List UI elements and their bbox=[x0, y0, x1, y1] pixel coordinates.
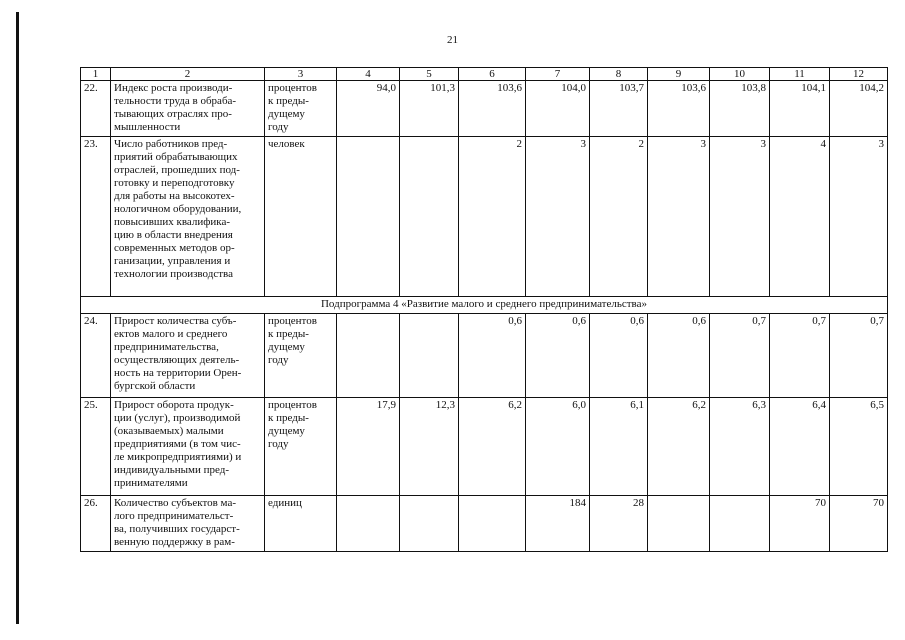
column-header: 6 bbox=[459, 68, 526, 81]
row-number: 26. bbox=[81, 496, 111, 552]
value-cell: 103,6 bbox=[648, 81, 710, 137]
indicator-name-line: отраслей, прошедших под- bbox=[114, 164, 240, 176]
indicator-name-line: венную поддержку в рам- bbox=[114, 536, 235, 548]
value-cell: 104,0 bbox=[526, 81, 590, 137]
value-cell: 2 bbox=[590, 137, 648, 297]
column-header: 8 bbox=[590, 68, 648, 81]
value-cell: 17,9 bbox=[337, 398, 400, 496]
value-cell bbox=[337, 314, 400, 398]
unit-of-measure-line: году bbox=[268, 438, 289, 450]
value-cell: 94,0 bbox=[337, 81, 400, 137]
indicator-name-line: для работы на высокотех- bbox=[114, 190, 235, 202]
value-cell: 184 bbox=[526, 496, 590, 552]
column-header: 7 bbox=[526, 68, 590, 81]
value-cell: 2 bbox=[459, 137, 526, 297]
indicator-name-line: тельности труда в обраба- bbox=[114, 95, 237, 107]
unit-of-measure-line: процентов bbox=[268, 82, 317, 94]
unit-of-measure-line: к преды- bbox=[268, 412, 309, 424]
unit-of-measure bbox=[265, 496, 337, 552]
indicator-name-line: нологичном оборудовании, bbox=[114, 203, 242, 215]
column-header: 9 bbox=[648, 68, 710, 81]
value-cell: 0,6 bbox=[526, 314, 590, 398]
unit-of-measure-line: к преды- bbox=[268, 95, 309, 107]
row-number: 22. bbox=[81, 81, 111, 137]
unit-of-measure-line: году bbox=[268, 121, 289, 133]
value-cell: 0,7 bbox=[770, 314, 830, 398]
indicator-name-line: лого предпринимательст- bbox=[114, 510, 234, 522]
table-row bbox=[81, 314, 888, 398]
value-cell: 3 bbox=[830, 137, 888, 297]
indicator-name-line: ле микропредприятиями) и bbox=[114, 451, 242, 463]
indicator-name-line: осуществляющих деятель- bbox=[114, 354, 240, 366]
indicator-name bbox=[111, 314, 265, 398]
value-cell: 104,1 bbox=[770, 81, 830, 137]
value-cell: 6,0 bbox=[526, 398, 590, 496]
indicator-name-line: Количество субъектов ма- bbox=[114, 497, 236, 509]
value-cell: 103,8 bbox=[710, 81, 770, 137]
value-cell: 103,7 bbox=[590, 81, 648, 137]
indicator-name-line: ции (услуг), производимой bbox=[114, 412, 241, 424]
indicator-name-line: бургской области bbox=[114, 380, 196, 392]
value-cell bbox=[710, 496, 770, 552]
unit-of-measure-line: дущему bbox=[268, 425, 305, 437]
value-cell: 6,1 bbox=[590, 398, 648, 496]
value-cell: 6,4 bbox=[770, 398, 830, 496]
value-cell: 101,3 bbox=[400, 81, 459, 137]
value-cell: 0,7 bbox=[830, 314, 888, 398]
value-cell: 6,2 bbox=[648, 398, 710, 496]
value-cell bbox=[648, 496, 710, 552]
indicator-name bbox=[111, 137, 265, 297]
indicators-table bbox=[80, 67, 888, 552]
unit-of-measure-line: к преды- bbox=[268, 328, 309, 340]
indicator-name-line: Прирост количества субъ- bbox=[114, 315, 237, 327]
column-header: 11 bbox=[770, 68, 830, 81]
value-cell: 6,2 bbox=[459, 398, 526, 496]
subprogram-row bbox=[81, 297, 888, 314]
indicator-name-line: предприятиями (в том чис- bbox=[114, 438, 241, 450]
indicator-name-line: ектов малого и среднего bbox=[114, 328, 228, 340]
indicator-name-line: технологии производства bbox=[114, 268, 233, 280]
row-number: 23. bbox=[81, 137, 111, 297]
unit-of-measure-line: дущему bbox=[268, 341, 305, 353]
value-cell: 12,3 bbox=[400, 398, 459, 496]
column-header: 3 bbox=[265, 68, 337, 81]
unit-of-measure-line: дущему bbox=[268, 108, 305, 120]
indicator-name-line: ганизации, управления и bbox=[114, 255, 231, 267]
indicator-name-line: (оказываемых) малыми bbox=[114, 425, 224, 437]
value-cell: 3 bbox=[710, 137, 770, 297]
column-header: 5 bbox=[400, 68, 459, 81]
table-row bbox=[81, 137, 888, 297]
table-row bbox=[81, 398, 888, 496]
unit-of-measure-line: человек bbox=[268, 138, 305, 150]
column-header: 10 bbox=[710, 68, 770, 81]
value-cell: 3 bbox=[526, 137, 590, 297]
indicator-name-line: повысивших квалифика- bbox=[114, 216, 231, 228]
value-cell: 6,3 bbox=[710, 398, 770, 496]
unit-of-measure-line: процентов bbox=[268, 315, 317, 327]
row-number: 25. bbox=[81, 398, 111, 496]
value-cell bbox=[400, 496, 459, 552]
unit-of-measure bbox=[265, 314, 337, 398]
value-cell: 0,6 bbox=[648, 314, 710, 398]
indicator-name bbox=[111, 81, 265, 137]
indicator-name-line: Число работников пред- bbox=[114, 138, 228, 150]
indicator-name-line: тывающих отраслях про- bbox=[114, 108, 232, 120]
value-cell bbox=[400, 314, 459, 398]
column-header: 1 bbox=[81, 68, 111, 81]
value-cell: 4 bbox=[770, 137, 830, 297]
value-cell: 0,6 bbox=[459, 314, 526, 398]
indicator-name-line: цию в области внедрения bbox=[114, 229, 233, 241]
indicator-name bbox=[111, 398, 265, 496]
indicator-name-line: ва, получивших государст- bbox=[114, 523, 240, 535]
indicator-name-line: индивидуальными пред- bbox=[114, 464, 230, 476]
column-header: 4 bbox=[337, 68, 400, 81]
value-cell bbox=[337, 496, 400, 552]
indicator-name-line: готовку и переподготовку bbox=[114, 177, 235, 189]
table-row bbox=[81, 81, 888, 137]
value-cell bbox=[400, 137, 459, 297]
indicator-name-line: ность на территории Орен- bbox=[114, 367, 242, 379]
unit-of-measure-line: процентов bbox=[268, 399, 317, 411]
value-cell: 70 bbox=[830, 496, 888, 552]
indicator-name-line: современных методов ор- bbox=[114, 242, 235, 254]
value-cell: 28 bbox=[590, 496, 648, 552]
indicator-name-line: приятий обрабатывающих bbox=[114, 151, 238, 163]
value-cell: 104,2 bbox=[830, 81, 888, 137]
indicator-name-line: мышленности bbox=[114, 121, 181, 133]
indicator-name bbox=[111, 496, 265, 552]
unit-of-measure bbox=[265, 81, 337, 137]
indicator-name-line: принимателями bbox=[114, 477, 188, 489]
unit-of-measure-line: единиц bbox=[268, 497, 302, 509]
value-cell: 0,7 bbox=[710, 314, 770, 398]
value-cell bbox=[459, 496, 526, 552]
column-header: 2 bbox=[111, 68, 265, 81]
value-cell: 103,6 bbox=[459, 81, 526, 137]
row-number: 24. bbox=[81, 314, 111, 398]
unit-of-measure-line: году bbox=[268, 354, 289, 366]
value-cell bbox=[337, 137, 400, 297]
value-cell: 6,5 bbox=[830, 398, 888, 496]
value-cell: 3 bbox=[648, 137, 710, 297]
left-margin-bar bbox=[16, 12, 19, 624]
unit-of-measure bbox=[265, 398, 337, 496]
indicator-name-line: предпринимательства, bbox=[114, 341, 219, 353]
unit-of-measure bbox=[265, 137, 337, 297]
table-row bbox=[81, 496, 888, 552]
value-cell: 0,6 bbox=[590, 314, 648, 398]
column-header: 12 bbox=[830, 68, 888, 81]
header-row bbox=[81, 68, 888, 81]
indicator-name-line: Прирост оборота продук- bbox=[114, 399, 234, 411]
value-cell: 70 bbox=[770, 496, 830, 552]
indicator-name-line: Индекс роста производи- bbox=[114, 82, 233, 94]
subprogram-title: Подпрограмма 4 «Развитие малого и среднего предпринимательства» bbox=[81, 297, 888, 314]
page-number: 21 bbox=[447, 34, 458, 46]
